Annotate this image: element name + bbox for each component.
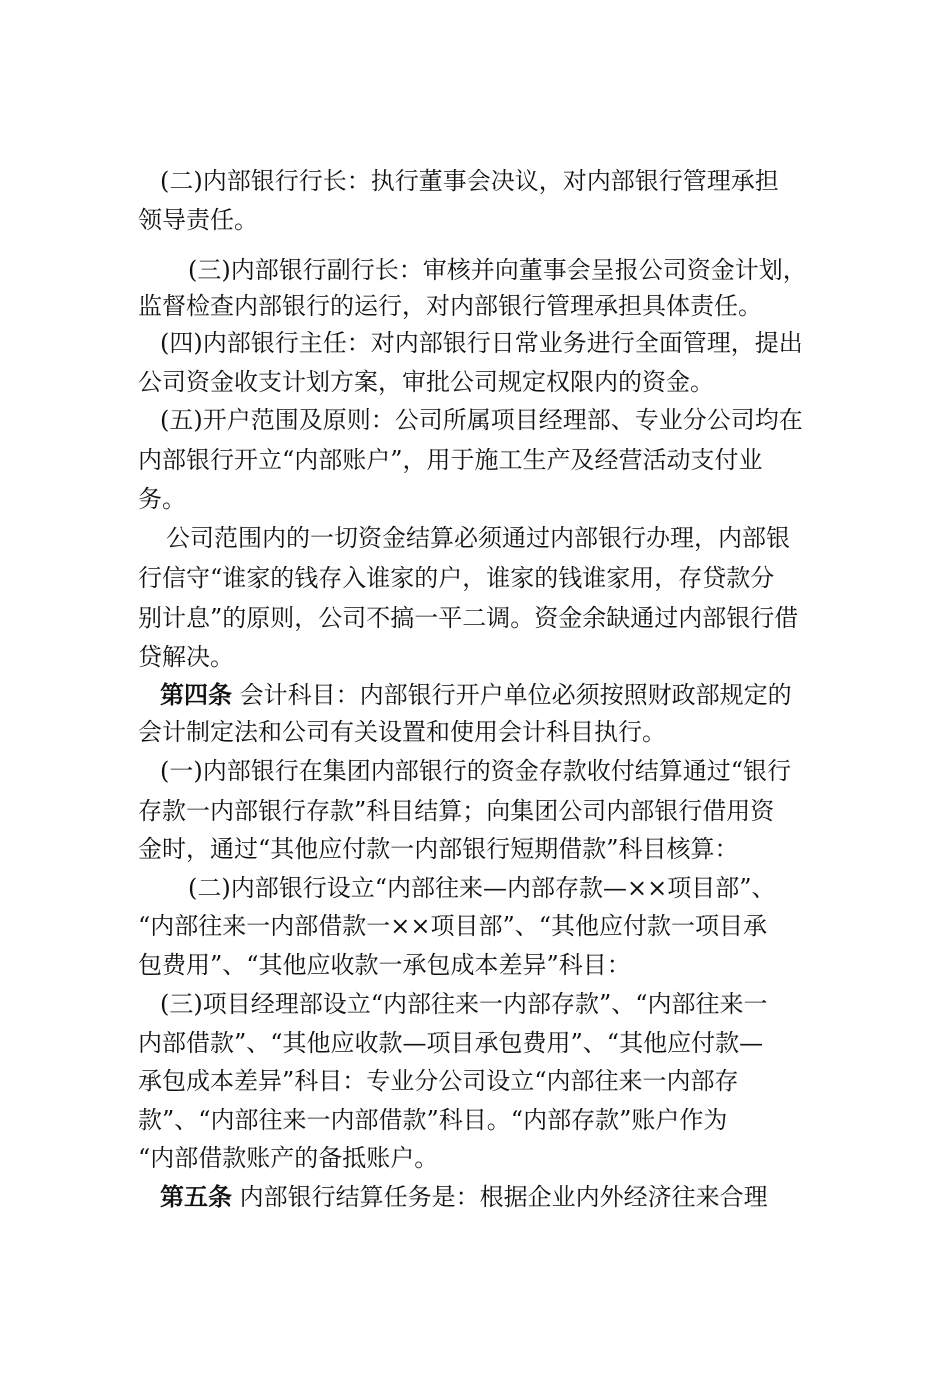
text-line-1: (二)内部银行行长：执行董事会决议，对内部银行管理承担 bbox=[160, 167, 779, 195]
article-4-text: 会计科目：内部银行开户单位必须按照财政部规定的 bbox=[239, 681, 792, 709]
text-line-21: 包费用”、“其他应收款一承包成本差异”科目： bbox=[138, 951, 631, 979]
text-line-24: 承包成本差异”科目：专业分公司设立“内部往来一内部存 bbox=[138, 1067, 739, 1095]
text-line-11: 行信守“谁家的钱存入谁家的户，谁家的钱谁家用，存贷款分 bbox=[138, 564, 775, 592]
text-line-7: (五)开户范围及原则：公司所属项目经理部、专业分公司均在 bbox=[160, 406, 803, 434]
text-line-5: (四)内部银行主任：对内部银行日常业务进行全面管理，提出 bbox=[160, 329, 803, 357]
text-line-3: (三)内部银行副行长：审核并向董事会呈报公司资金计划， bbox=[188, 256, 807, 284]
text-line-8: 内部银行开立“内部账户”，用于施工生产及经营活动支付业 bbox=[138, 446, 763, 474]
article-4-heading: 第四条 bbox=[160, 680, 232, 709]
article-4-line bbox=[160, 679, 834, 711]
text-line-12: 别计息”的原则，公司不搞一平二调。资金余缺通过内部银行借 bbox=[138, 604, 799, 632]
text-line-25: 款”、“内部往来一内部借款”科目。“内部存款”账户作为 bbox=[138, 1106, 728, 1134]
text-line-17: 存款一内部银行存款”科目结算；向集团公司内部银行借用资 bbox=[138, 797, 775, 825]
text-line-2: 领导责任。 bbox=[138, 206, 258, 234]
text-line-10: 公司范围内的一切资金结算必须通过内部银行办理，内部银 bbox=[166, 524, 790, 552]
article-5-heading: 第五条 bbox=[160, 1182, 232, 1211]
article-5-text: 内部银行结算任务是：根据企业内外经济往来合理 bbox=[239, 1183, 768, 1211]
text-line-26: “内部借款账产的备抵账户。 bbox=[138, 1144, 439, 1172]
text-line-22: (三)项目经理部设立“内部往来一内部存款”、“内部往来一 bbox=[160, 990, 768, 1018]
text-line-23: 内部借款”、“其他应收款—项目承包费用”、“其他应付款— bbox=[138, 1029, 764, 1057]
text-line-16: (一)内部银行在集团内部银行的资金存款收付结算通过“银行 bbox=[160, 757, 791, 785]
text-line-18: 金时，通过“其他应付款一内部银行短期借款”科目核算： bbox=[138, 835, 739, 863]
text-line-6: 公司资金收支计划方案，审批公司规定权限内的资金。 bbox=[138, 368, 714, 396]
text-line-13: 贷解决。 bbox=[138, 643, 234, 671]
text-line-19: (二)内部银行设立“内部往来—内部存款—××项目部”、 bbox=[188, 874, 776, 902]
article-5-line bbox=[160, 1181, 804, 1213]
text-line-4: 监督检查内部银行的运行，对内部银行管理承担具体责任。 bbox=[138, 292, 762, 320]
text-line-20: “内部往来一内部借款一××项目部”、“其他应付款一项目承 bbox=[138, 912, 768, 940]
text-line-15: 会计制定法和公司有关设置和使用会计科目执行。 bbox=[138, 718, 666, 746]
text-line-9: 务。 bbox=[138, 485, 186, 513]
